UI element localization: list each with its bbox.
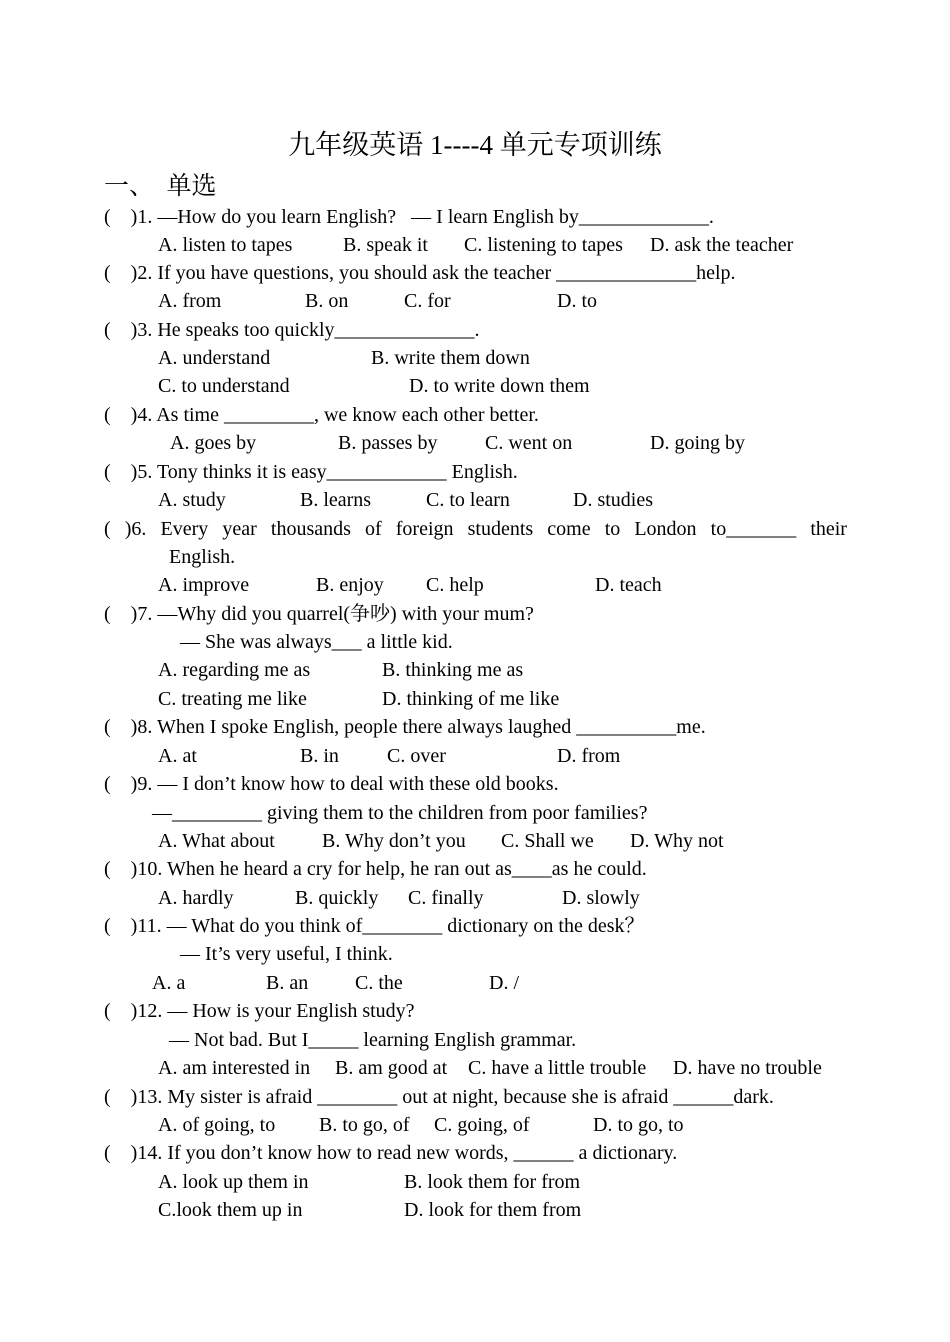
question-14-stem: ( )14. If you don’t know how to read new words, ______ a dictionary. [104, 1142, 678, 1164]
question-8-option-a: A. at [158, 745, 197, 767]
question-6-word: London [634, 518, 697, 540]
question-4-option-b: B. passes by [338, 432, 438, 454]
question-1-option-a: A. listen to tapes [158, 234, 293, 256]
question-12-option-a: A. am interested in [158, 1057, 311, 1079]
question-7-option-c: C. treating me like [158, 688, 307, 710]
question-13-stem: ( )13. My sister is afraid ________ out at night, because she is afraid ______dark. [104, 1086, 774, 1108]
question-12-stem: ( )12. — How is your English study? [104, 1000, 415, 1022]
question-13-option-b: B. to go, of [319, 1114, 410, 1136]
question-11-stem-reply: — It’s very useful, I think. [180, 943, 393, 965]
question-6-option-d: D. teach [595, 574, 662, 596]
question-4-stem: ( )4. As time _________, we know each other better. [104, 404, 539, 426]
question-7-option-a: A. regarding me as [158, 659, 311, 681]
question-9-option-a: A. What about [158, 830, 275, 852]
question-8-option-d: D. from [557, 745, 621, 767]
question-9-option-d: D. Why not [630, 830, 724, 852]
question-3-option-b: B. write them down [371, 347, 530, 369]
question-8-stem: ( )8. When I spoke English, people there always laughed __________me. [104, 716, 706, 738]
question-6-word: ( [104, 518, 111, 540]
question-6-word: students [467, 518, 534, 540]
question-6-word: to [604, 518, 621, 540]
question-3-option-a: A. understand [158, 347, 271, 369]
question-4-option-c: C. went on [485, 432, 573, 454]
question-1-option-b: B. speak it [343, 234, 428, 256]
question-9-option-b: B. Why don’t you [322, 830, 466, 852]
question-10-stem: ( )10. When he heard a cry for help, he ran out as____as he could. [104, 858, 647, 880]
question-14-option-d: D. look for them from [404, 1199, 582, 1221]
question-5-stem: ( )5. Tony thinks it is easy____________ English. [104, 461, 518, 483]
question-6-word: foreign [395, 518, 454, 540]
question-11-option-b: B. an [266, 972, 309, 994]
question-10-option-d: D. slowly [562, 887, 640, 909]
question-5-option-b: B. learns [300, 489, 372, 511]
question-10-option-c: C. finally [408, 887, 484, 909]
question-6-word: year [222, 518, 257, 540]
question-6-word: of [365, 518, 382, 540]
question-6-option-a: A. improve [158, 574, 250, 596]
question-6-stem-continued: English. [169, 546, 236, 568]
question-5-option-c: C. to learn [426, 489, 510, 511]
question-13-option-c: C. going, of [434, 1114, 530, 1136]
question-6-option-c: C. help [426, 574, 484, 596]
question-11-option-c: C. the [355, 972, 403, 994]
question-2-option-d: D. to [557, 290, 597, 312]
question-14-option-b: B. look them for from [404, 1171, 581, 1193]
question-7-option-b: B. thinking me as [382, 659, 524, 681]
question-10-option-a: A. hardly [158, 887, 234, 909]
question-9-stem: ( )9. — I don’t know how to deal with these old books. [104, 773, 559, 795]
question-12-stem-reply: — Not bad. But I_____ learning English grammar. [169, 1029, 577, 1051]
question-8-option-c: C. over [387, 745, 446, 767]
question-1-option-d: D. ask the teacher [650, 234, 794, 256]
question-11-stem: ( )11. — What do you think of________ dictionary on the desk？ [104, 915, 645, 937]
question-7-stem: ( )7. —Why did you quarrel(争吵) with your mum? [104, 603, 534, 625]
question-4-option-a: A. goes by [170, 432, 257, 454]
question-7-option-d: D. thinking of me like [382, 688, 560, 710]
question-7-stem-reply: — She was always___ a little kid. [180, 631, 453, 653]
question-5-option-a: A. study [158, 489, 226, 511]
question-13-option-d: D. to go, to [593, 1114, 684, 1136]
question-12-option-c: C. have a little trouble [468, 1057, 647, 1079]
question-2-option-b: B. on [305, 290, 349, 312]
question-12-option-b: B. am good at [335, 1057, 448, 1079]
question-9-stem-reply: —_________ giving them to the children from poor families? [152, 802, 648, 824]
question-8-option-b: B. in [300, 745, 339, 767]
question-6-option-b: B. enjoy [316, 574, 384, 596]
page-title: 九年级英语 1----4 单元专项训练 [288, 130, 662, 160]
question-2-option-a: A. from [158, 290, 222, 312]
question-14-option-c: C.look them up in [158, 1199, 303, 1221]
question-9-option-c: C. Shall we [501, 830, 594, 852]
question-12-option-d: D. have no trouble [673, 1057, 822, 1079]
question-6-word: their [810, 518, 847, 540]
question-6-word: )6. [124, 518, 147, 540]
question-6-word: thousands [270, 518, 351, 540]
question-11-option-d: D. / [489, 972, 519, 994]
section-heading: 一、 单选 [104, 173, 217, 200]
question-1-stem: ( )1. —How do you learn English? — I learn English by_____________. [104, 206, 714, 228]
question-2-stem: ( )2. If you have questions, you should ask the teacher ______________help. [104, 262, 736, 284]
question-13-option-a: A. of going, to [158, 1114, 276, 1136]
question-6-word: Every [160, 518, 209, 540]
question-5-option-d: D. studies [573, 489, 653, 511]
question-4-option-d: D. going by [650, 432, 745, 454]
question-3-option-c: C. to understand [158, 375, 290, 397]
question-6-word: come [547, 518, 591, 540]
question-6-word: to_______ [710, 518, 797, 540]
question-14-option-a: A. look up them in [158, 1171, 309, 1193]
question-10-option-b: B. quickly [295, 887, 379, 909]
question-11-option-a: A. a [152, 972, 186, 994]
question-6-stem [104, 516, 847, 542]
question-3-stem: ( )3. He speaks too quickly______________. [104, 319, 480, 341]
question-3-option-d: D. to write down them [409, 375, 590, 397]
question-2-option-c: C. for [404, 290, 451, 312]
question-1-option-c: C. listening to tapes [464, 234, 623, 256]
